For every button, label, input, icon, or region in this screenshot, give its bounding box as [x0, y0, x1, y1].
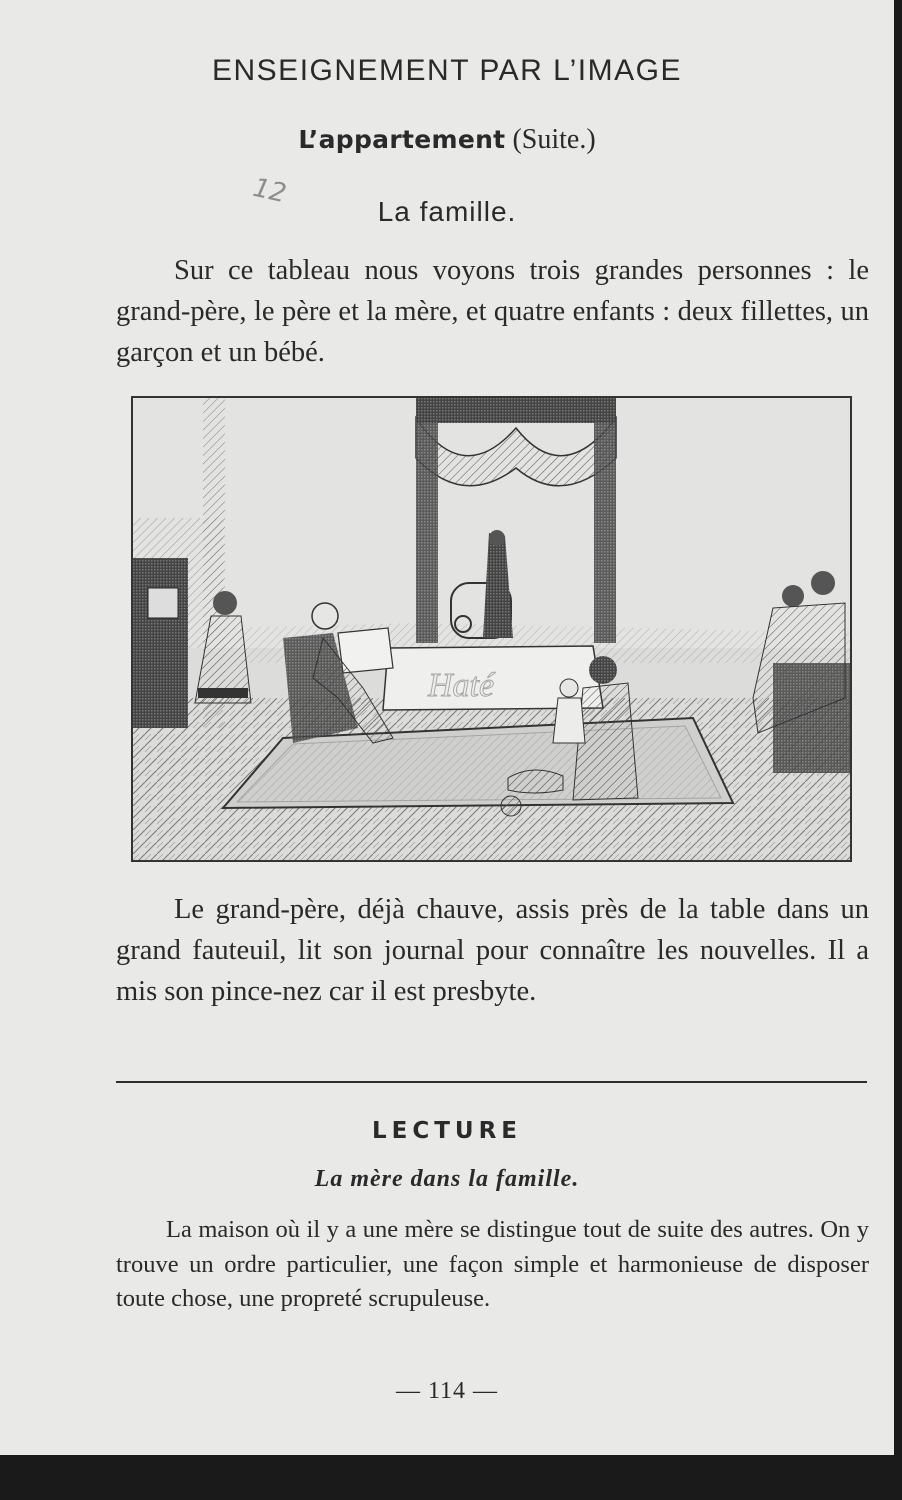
engraving-drawing	[133, 398, 850, 860]
subtitle-suite: (Suite.)	[512, 124, 596, 155]
chapter-subtitle	[0, 124, 894, 156]
paragraph-grandfather-text: Le grand-père, déjà chauve, assis près de la table dans un grand fauteuil, lit son journal pour connaître les nouvelles. Il a mis son pince-nez car il est presbyte.	[116, 894, 869, 1007]
pencil-annotation: 12	[250, 172, 289, 210]
paragraph-intro	[116, 250, 869, 373]
paragraph-reading	[116, 1213, 869, 1317]
lecture-heading: LECTURE	[371, 1118, 523, 1144]
paragraph-grandfather	[116, 889, 869, 1012]
page-number: — 114 —	[395, 1378, 499, 1404]
section-divider	[116, 1081, 867, 1083]
page-header-title: ENSEIGNEMENT PAR L’IMAGE	[212, 54, 682, 87]
stamp-text: Haté	[428, 667, 495, 704]
subtitle-main: L’appartement	[298, 125, 506, 154]
paragraph-intro-text: Sur ce tableau nous voyons trois grandes personnes : le grand-père, le père et la mère, et quatre enfants : deux fillettes, un garçon et un bébé.	[116, 255, 869, 368]
section-title: La famille.	[377, 196, 517, 227]
reading-title: La mère dans la famille.	[314, 1166, 580, 1192]
paragraph-reading-text: La maison où il y a une mère se distingue tout de suite des autres. On y trouve un ordre particulier, une façon simple et harmonieuse de disposer toute chose, une propreté scrupuleuse.	[116, 1216, 869, 1312]
family-illustration	[131, 396, 852, 862]
